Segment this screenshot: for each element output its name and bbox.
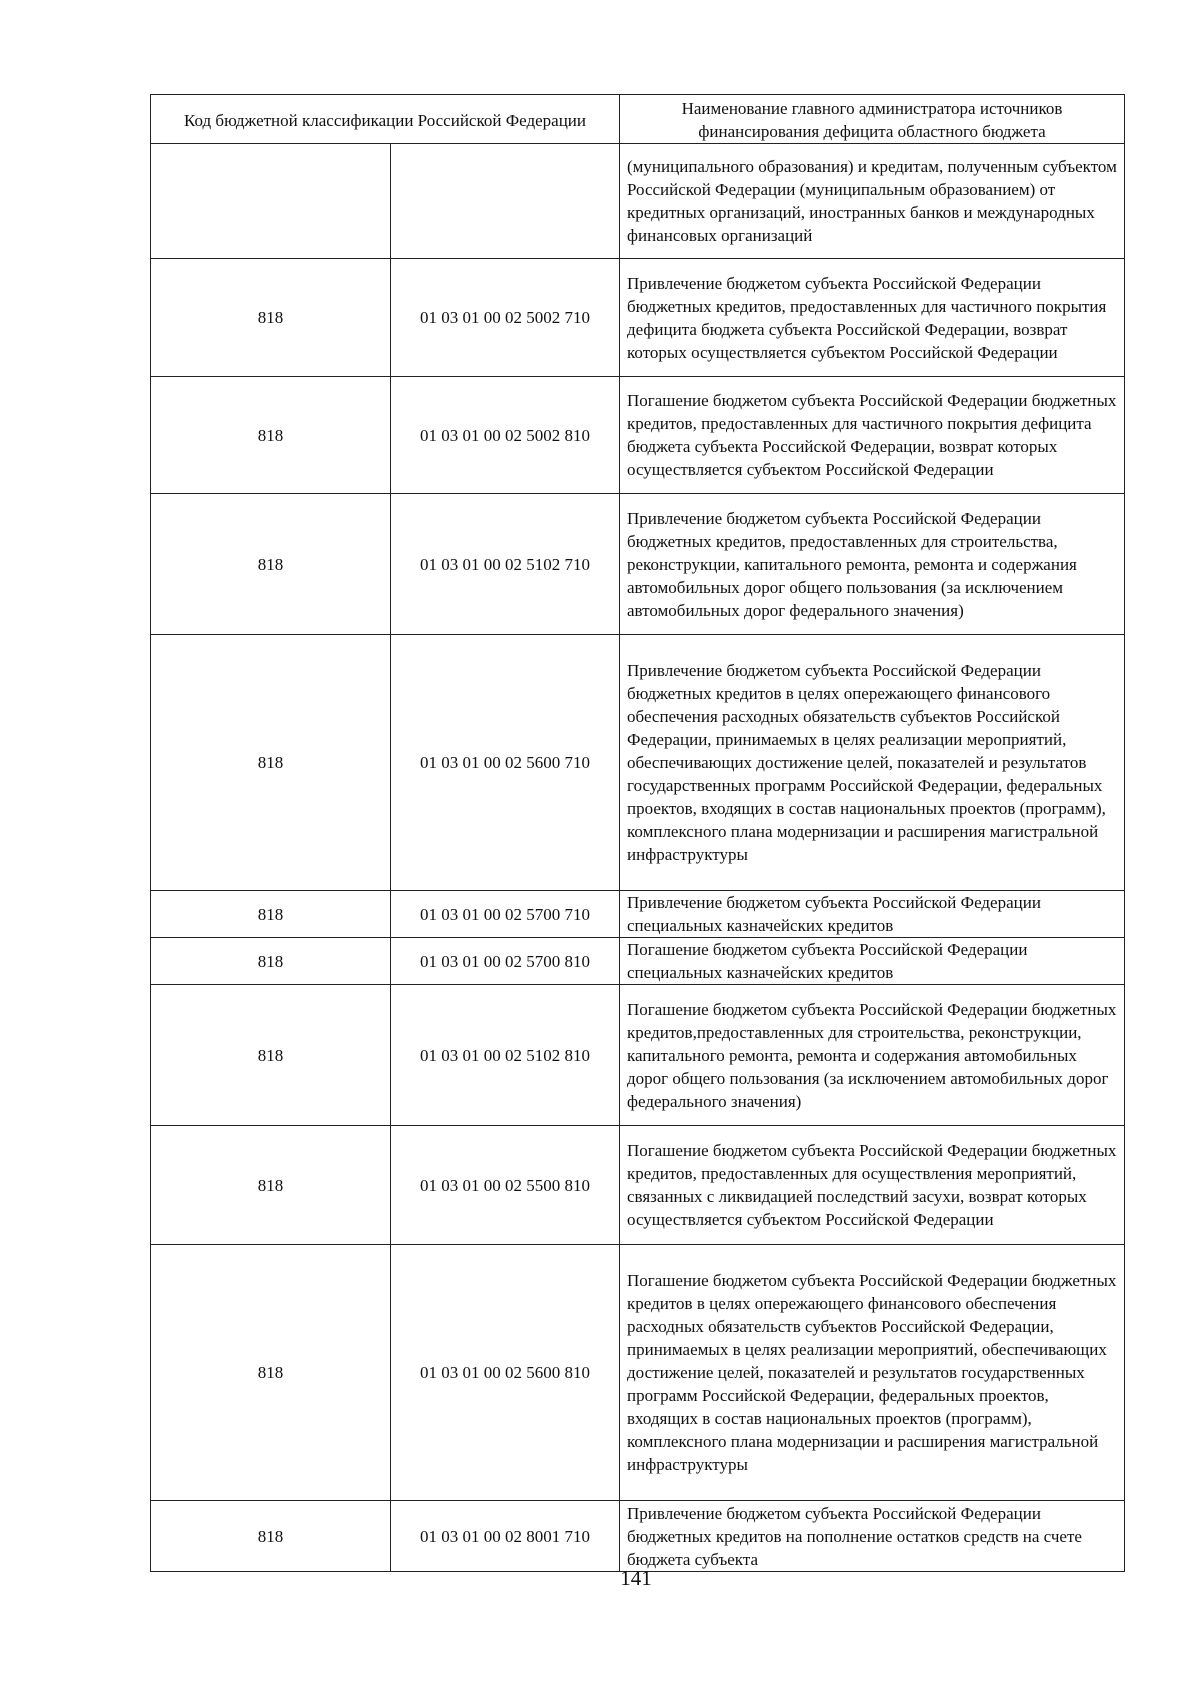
admin-code-cell: [151, 144, 391, 259]
table-row: [151, 377, 1125, 494]
budget-code-cell: [391, 144, 620, 259]
budget-code-cell: 01 03 01 00 02 5600 810: [391, 1245, 620, 1501]
header-name: Наименование главного администратора источников финансирования дефицита областного бюджета: [620, 95, 1125, 144]
name-cell: (муниципального образования) и кредитам, полученным субъектом Российской Федерации (муниципальным образованием) от кредитных организаций, иностранных банков и международных финансовых организаций: [620, 144, 1125, 259]
budget-code-cell: 01 03 01 00 02 8001 710: [391, 1501, 620, 1572]
budget-code-cell: 01 03 01 00 02 5700 810: [391, 938, 620, 985]
budget-code-cell: 01 03 01 00 02 5102 710: [391, 494, 620, 635]
name-cell: Погашение бюджетом субъекта Российской Федерации бюджетных кредитов в целях опережающего финансового обеспечения расходных обязательств субъектов Российской Федерации, принимаемых в целях реализации мероприятий, обеспечивающих достижение целей, показателей и результатов государственных программ Российской Федерации, федеральных проектов, входящих в состав национальных проектов (программ), комплексного плана модернизации и расширения магистральной инфраструктуры: [620, 1245, 1125, 1501]
classification-table: [150, 94, 1125, 1572]
table-row: [151, 938, 1125, 985]
table-row: [151, 985, 1125, 1126]
page-number: 141: [620, 1566, 652, 1590]
table-row: [151, 494, 1125, 635]
admin-code-cell: 818: [151, 377, 391, 494]
name-cell: Привлечение бюджетом субъекта Российской Федерации бюджетных кредитов на пополнение остатков средств на счете бюджета субъекта: [620, 1501, 1125, 1572]
budget-code-cell: 01 03 01 00 02 5002 710: [391, 259, 620, 377]
admin-code-cell: 818: [151, 1245, 391, 1501]
name-cell: Погашение бюджетом субъекта Российской Федерации бюджетных кредитов, предоставленных для частичного покрытия дефицита бюджета субъекта Российской Федерации, возврат которых осуществляется субъектом Российской Федерации: [620, 377, 1125, 494]
admin-code-cell: 818: [151, 938, 391, 985]
name-cell: Погашение бюджетом субъекта Российской Федерации бюджетных кредитов, предоставленных для осуществления мероприятий, связанных с ликвидацией последствий засухи, возврат которых осуществляется субъектом Российской Федерации: [620, 1126, 1125, 1245]
name-cell: Погашение бюджетом субъекта Российской Федерации бюджетных кредитов,предоставленных для строительства, реконструкции, капитального ремонта, ремонта и содержания автомобильных дорог общего пользования (за исключением автомобильных дорог федерального значения): [620, 985, 1125, 1126]
budget-code-cell: 01 03 01 00 02 5700 710: [391, 891, 620, 938]
name-cell: Привлечение бюджетом субъекта Российской Федерации бюджетных кредитов, предоставленных для строительства, реконструкции, капитального ремонта, ремонта и содержания автомобильных дорог общего пользования (за исключением автомобильных дорог федерального значения): [620, 494, 1125, 635]
admin-code-cell: 818: [151, 494, 391, 635]
header-code-group: Код бюджетной классификации Российской Федерации: [151, 95, 620, 144]
table-row: [151, 891, 1125, 938]
table-row: [151, 259, 1125, 377]
table-row: [151, 1126, 1125, 1245]
budget-code-cell: 01 03 01 00 02 5500 810: [391, 1126, 620, 1245]
admin-code-cell: 818: [151, 1501, 391, 1572]
table-row: [151, 635, 1125, 891]
name-cell: Привлечение бюджетом субъекта Российской Федерации бюджетных кредитов, предоставленных для частичного покрытия дефицита бюджета субъекта Российской Федерации, возврат которых осуществляется субъектом Российской Федерации: [620, 259, 1125, 377]
table-row: [151, 1501, 1125, 1572]
table-row: [151, 144, 1125, 259]
admin-code-cell: 818: [151, 1126, 391, 1245]
budget-code-cell: 01 03 01 00 02 5102 810: [391, 985, 620, 1126]
table-header-row: [151, 95, 1125, 144]
budget-code-cell: 01 03 01 00 02 5600 710: [391, 635, 620, 891]
admin-code-cell: 818: [151, 891, 391, 938]
admin-code-cell: 818: [151, 985, 391, 1126]
name-cell: Привлечение бюджетом субъекта Российской Федерации специальных казначейских кредитов: [620, 891, 1125, 938]
table-row: [151, 1245, 1125, 1501]
admin-code-cell: 818: [151, 635, 391, 891]
name-cell: Привлечение бюджетом субъекта Российской Федерации бюджетных кредитов в целях опережающего финансового обеспечения расходных обязательств субъектов Российской Федерации, принимаемых в целях реализации мероприятий, обеспечивающих достижение целей, показателей и результатов государственных программ Российской Федерации, федеральных проектов, входящих в состав национальных проектов (программ), комплексного плана модернизации и расширения магистральной инфраструктуры: [620, 635, 1125, 891]
budget-code-cell: 01 03 01 00 02 5002 810: [391, 377, 620, 494]
name-cell: Погашение бюджетом субъекта Российской Федерации специальных казначейских кредитов: [620, 938, 1125, 985]
admin-code-cell: 818: [151, 259, 391, 377]
